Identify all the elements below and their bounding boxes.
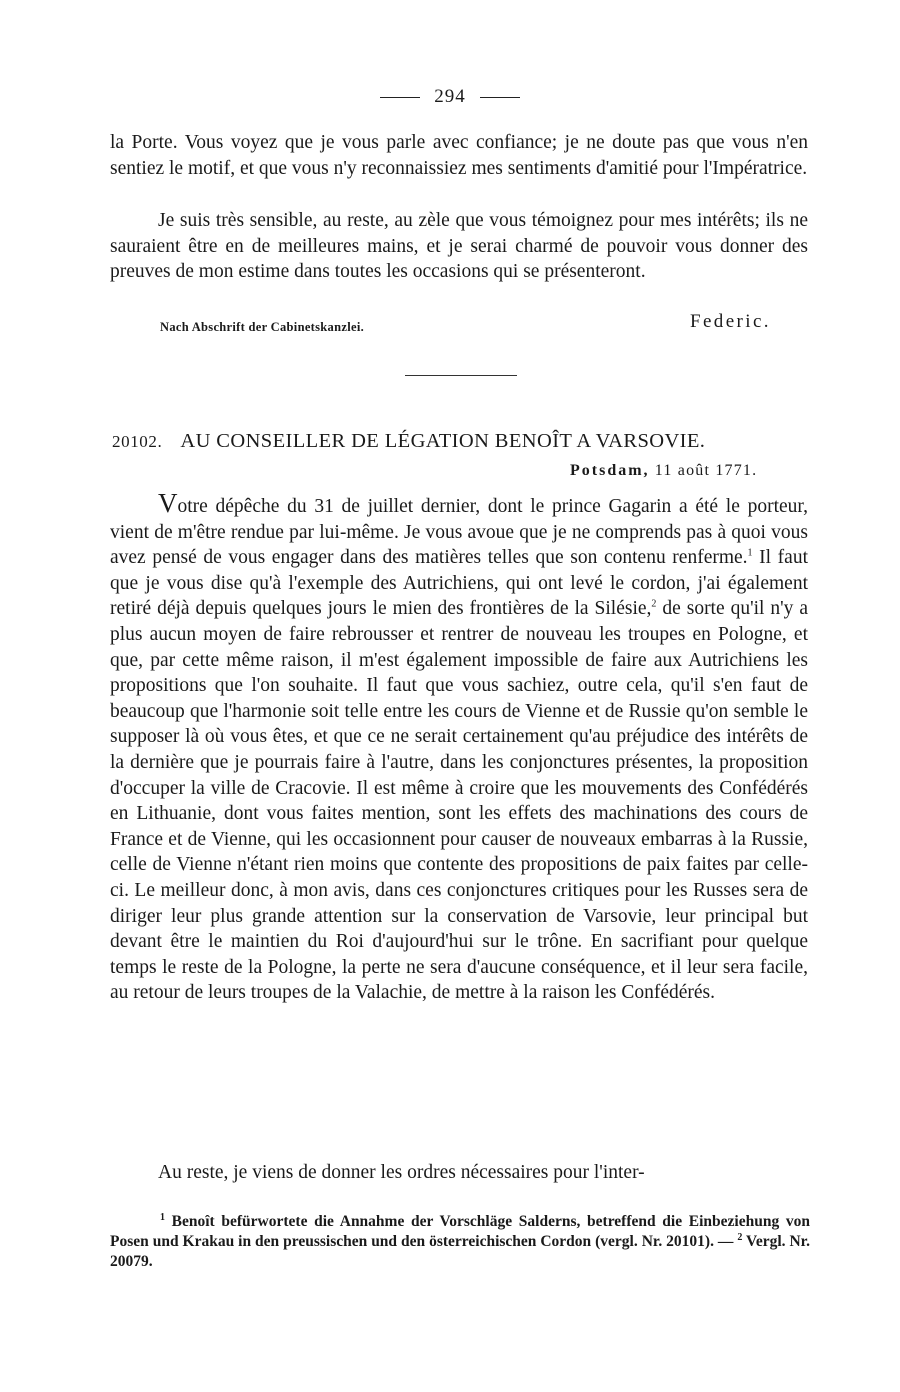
signature: Federic. [690,311,771,332]
letter-heading [112,430,812,453]
date-place: Potsdam, [570,462,650,479]
letter-body-part-c: de sorte qu'il n'y a plus aucun moyen de faire rebrousser et rentrer de nouveau les troupes en Pologne, et que, par cette même raison, il m'est également impossible de faire aux Autrichiens les propositions que l'on souhaite. Il faut que vous sachiez, outre cela, qu'il s'en faut de beaucoup que l'harmonie soit telle entre les cours de Vienne et de Russie qu'on semble le supposer là où vous êtes, et que ce ne serait certainement qu'au préjudice des intérêts de la dernière que je pourrais faire à l'autre, dans les conjonctures présentes, la proposition d'occuper la ville de Cracovie. Il est même à croire que les mouvements des Confédérés en Lithuanie, dont vous faites mention, sont les effets des machinations des cours de France et de Vienne, qui les occasionnent pour causer de nouveaux embarras à la Russie, celle de Vienne n'étant rien moins que contente des propositions de paix faites par celle-ci. Le meilleur donc, à mon avis, dans ces conjonctures critiques pour les Russes sera de diriger leur plus grande attention sur la conservation de Varsovie, leur principal but devant être le maintien du Roi d'aujourd'hui sur le trône. En sacrifiant pour quelque temps le reste de la Pologne, la perte ne sera d'aucune conséquence, et il leur sera facile, au retour de leurs troupes de la Valachie, de mettre à la raison les Confédérés. [110,598,809,1004]
source-note: Nach Abschrift der Cabinetskanzlei. [160,320,365,334]
footnote-ref-1: 1 [747,547,753,559]
footnote-1-mark: 1 [160,1211,165,1223]
footnote-ref-2: 2 [651,598,657,610]
right-dash [480,97,520,98]
footnote-1-text: Benoît befürwortete die Annahme der Vorschläge Salderns, betreffend die Einbeziehung von Posen und Krakau in den preussischen und den österreichischen Cordon (vergl. Nr. 20101). — [110,1213,810,1250]
footnote-block [110,1212,810,1272]
footnote-2-text: Vergl. Nr. 20079. [110,1233,810,1270]
date-text: 11 août 1771. [654,462,758,479]
page-header [0,86,900,108]
left-dash [380,97,420,98]
second-paragraph: Je suis très sensible, au reste, au zèle que vous témoignez pour mes intérêts; ils ne sauraient être en de meilleures mains, et je serai charmé de pouvoir vous donner des preuves de mon estime dans toutes les occasions qui se présenteront. [110,210,808,283]
letter-body [110,488,809,1006]
last-paragraph: Au reste, je viens de donner les ordres nécessaires pour l'inter- [158,1162,645,1183]
letter-title: AU CONSEILLER DE LÉGATION BENOÎT A VARSOVIE. [180,430,706,452]
letter-number: 20102. [112,432,163,451]
footnotes [110,1212,810,1272]
letter-body-part-a: otre dépêche du 31 de juillet dernier, dont le prince Gagarin a été le porteur, vient de m'être rendue par lui-même. Je vous avoue que je ne comprends pas à quoi vous avez pensé de vous engager dans des matières telles que son contenu renferme. [110,496,808,569]
opening-paragraph: la Porte. Vous voyez que je vous parle avec confiance; je ne doute pas que vous n'en sentiez le motif, et que vous n'y reconnaissiez mes sentiments d'amitié pour l'Impératrice. [110,132,808,179]
letter-body-part-b: Il faut que je vous dise qu'à l'exemple des Autrichiens, qui ont levé le cordon, j'ai également retiré déjà depuis quelques jours le mien des frontières de la Silésie, [110,547,808,620]
letter-initial: V [158,488,178,518]
dateline [570,462,757,480]
section-divider [405,375,517,376]
page-number: 294 [434,86,466,107]
footnote-2-mark: 2 [737,1231,743,1243]
